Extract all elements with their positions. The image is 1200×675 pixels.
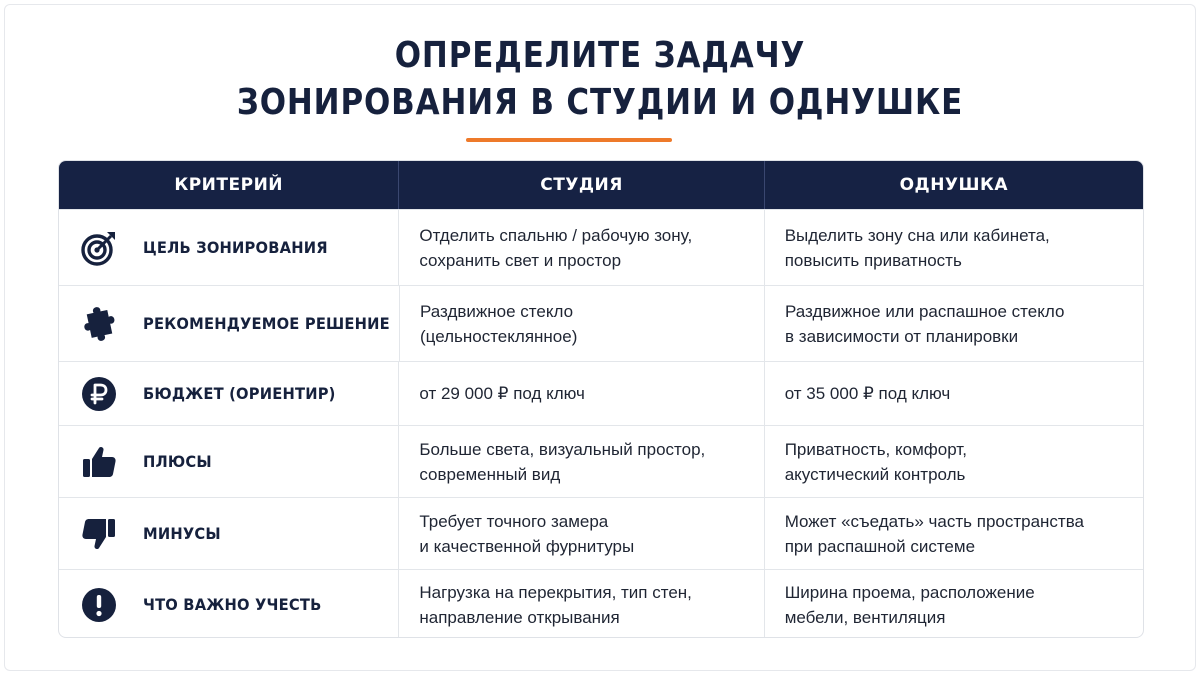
studio-line: современный вид (419, 464, 561, 484)
thumbs-down-icon (79, 514, 119, 554)
criterion-label: ЦЕЛЬ ЗОНИРОВАНИЯ (143, 238, 328, 257)
table-row (59, 209, 1143, 285)
criterion-cell (59, 210, 398, 285)
criterion-cell (59, 362, 398, 425)
studio-line: направление открывания (419, 607, 620, 627)
title-line-2: ЗОНИРОВАНИЯ В СТУДИИ И ОДНУШКЕ (236, 82, 964, 123)
page-title (84, 32, 1116, 126)
criterion-cell (59, 286, 399, 361)
studio-line: Раздвижное стекло (420, 301, 574, 321)
puzzle-icon (79, 304, 119, 344)
studio-cell (398, 498, 763, 569)
table-row (59, 285, 1143, 361)
table-row (59, 497, 1143, 569)
studio-cell (398, 570, 763, 638)
one-room-line: Приватность, комфорт, (784, 439, 967, 459)
table-row (59, 569, 1143, 638)
one-room-line: акустический контроль (784, 464, 966, 484)
studio-line: сохранить свет и простор (419, 250, 622, 270)
one-room-line: мебели, вентиляция (784, 607, 946, 627)
exclamation-icon (79, 585, 119, 625)
comparison-table (58, 160, 1144, 638)
studio-cell (398, 362, 763, 425)
one-room-line: от 35 000 ₽ под ключ (784, 384, 951, 403)
criterion-cell (59, 426, 398, 497)
studio-line: Требует точного замера (419, 511, 609, 531)
one-room-cell (764, 286, 1143, 361)
studio-line: и качественной фурнитуры (419, 536, 635, 556)
thumbs-up-icon (79, 442, 119, 482)
title-line-1: ОПРЕДЕЛИТЕ ЗАДАЧУ (394, 35, 806, 76)
criterion-cell (59, 570, 398, 638)
one-room-line: Выделить зону сна или кабинета, (784, 225, 1050, 245)
header-studio: СТУДИЯ (398, 161, 763, 209)
studio-line: от 29 000 ₽ под ключ (419, 384, 585, 403)
studio-line: Нагрузка на перекрытия, тип стен, (419, 582, 692, 602)
studio-line: Больше света, визуальный простор, (419, 439, 706, 459)
table-row (59, 425, 1143, 497)
header-one-room: ОДНУШКА (764, 161, 1143, 209)
table-header (59, 161, 1143, 209)
one-room-cell (764, 362, 1143, 425)
one-room-line: Может «съедать» часть пространства (784, 511, 1085, 531)
studio-line: (цельностеклянное) (420, 326, 578, 346)
one-room-line: повысить приватность (784, 250, 962, 270)
header-criterion: КРИТЕРИЙ (174, 175, 284, 195)
one-room-cell (764, 570, 1143, 638)
one-room-line: при распашной системе (784, 536, 976, 556)
one-room-line: Раздвижное или распашное стекло (785, 301, 1065, 321)
criterion-label: МИНУСЫ (143, 524, 221, 543)
studio-cell (399, 286, 764, 361)
target-icon (79, 228, 119, 268)
criterion-label: РЕКОМЕНДУЕМОЕ РЕШЕНИЕ (143, 314, 390, 333)
criterion-cell (59, 498, 398, 569)
ruble-icon (79, 374, 119, 414)
one-room-cell (764, 210, 1143, 285)
one-room-line: в зависимости от планировки (785, 326, 1019, 346)
criterion-label: ЧТО ВАЖНО УЧЕСТЬ (143, 595, 322, 614)
studio-cell (398, 426, 763, 497)
one-room-cell (764, 498, 1143, 569)
one-room-line: Ширина проема, расположение (784, 582, 1035, 602)
studio-cell (398, 210, 763, 285)
criterion-label: ПЛЮСЫ (143, 452, 212, 471)
criterion-label: БЮДЖЕТ (ОРИЕНТИР) (143, 384, 336, 403)
table-row (59, 361, 1143, 425)
one-room-cell (764, 426, 1143, 497)
title-accent-bar (466, 138, 672, 142)
studio-line: Отделить спальню / рабочую зону, (419, 225, 693, 245)
